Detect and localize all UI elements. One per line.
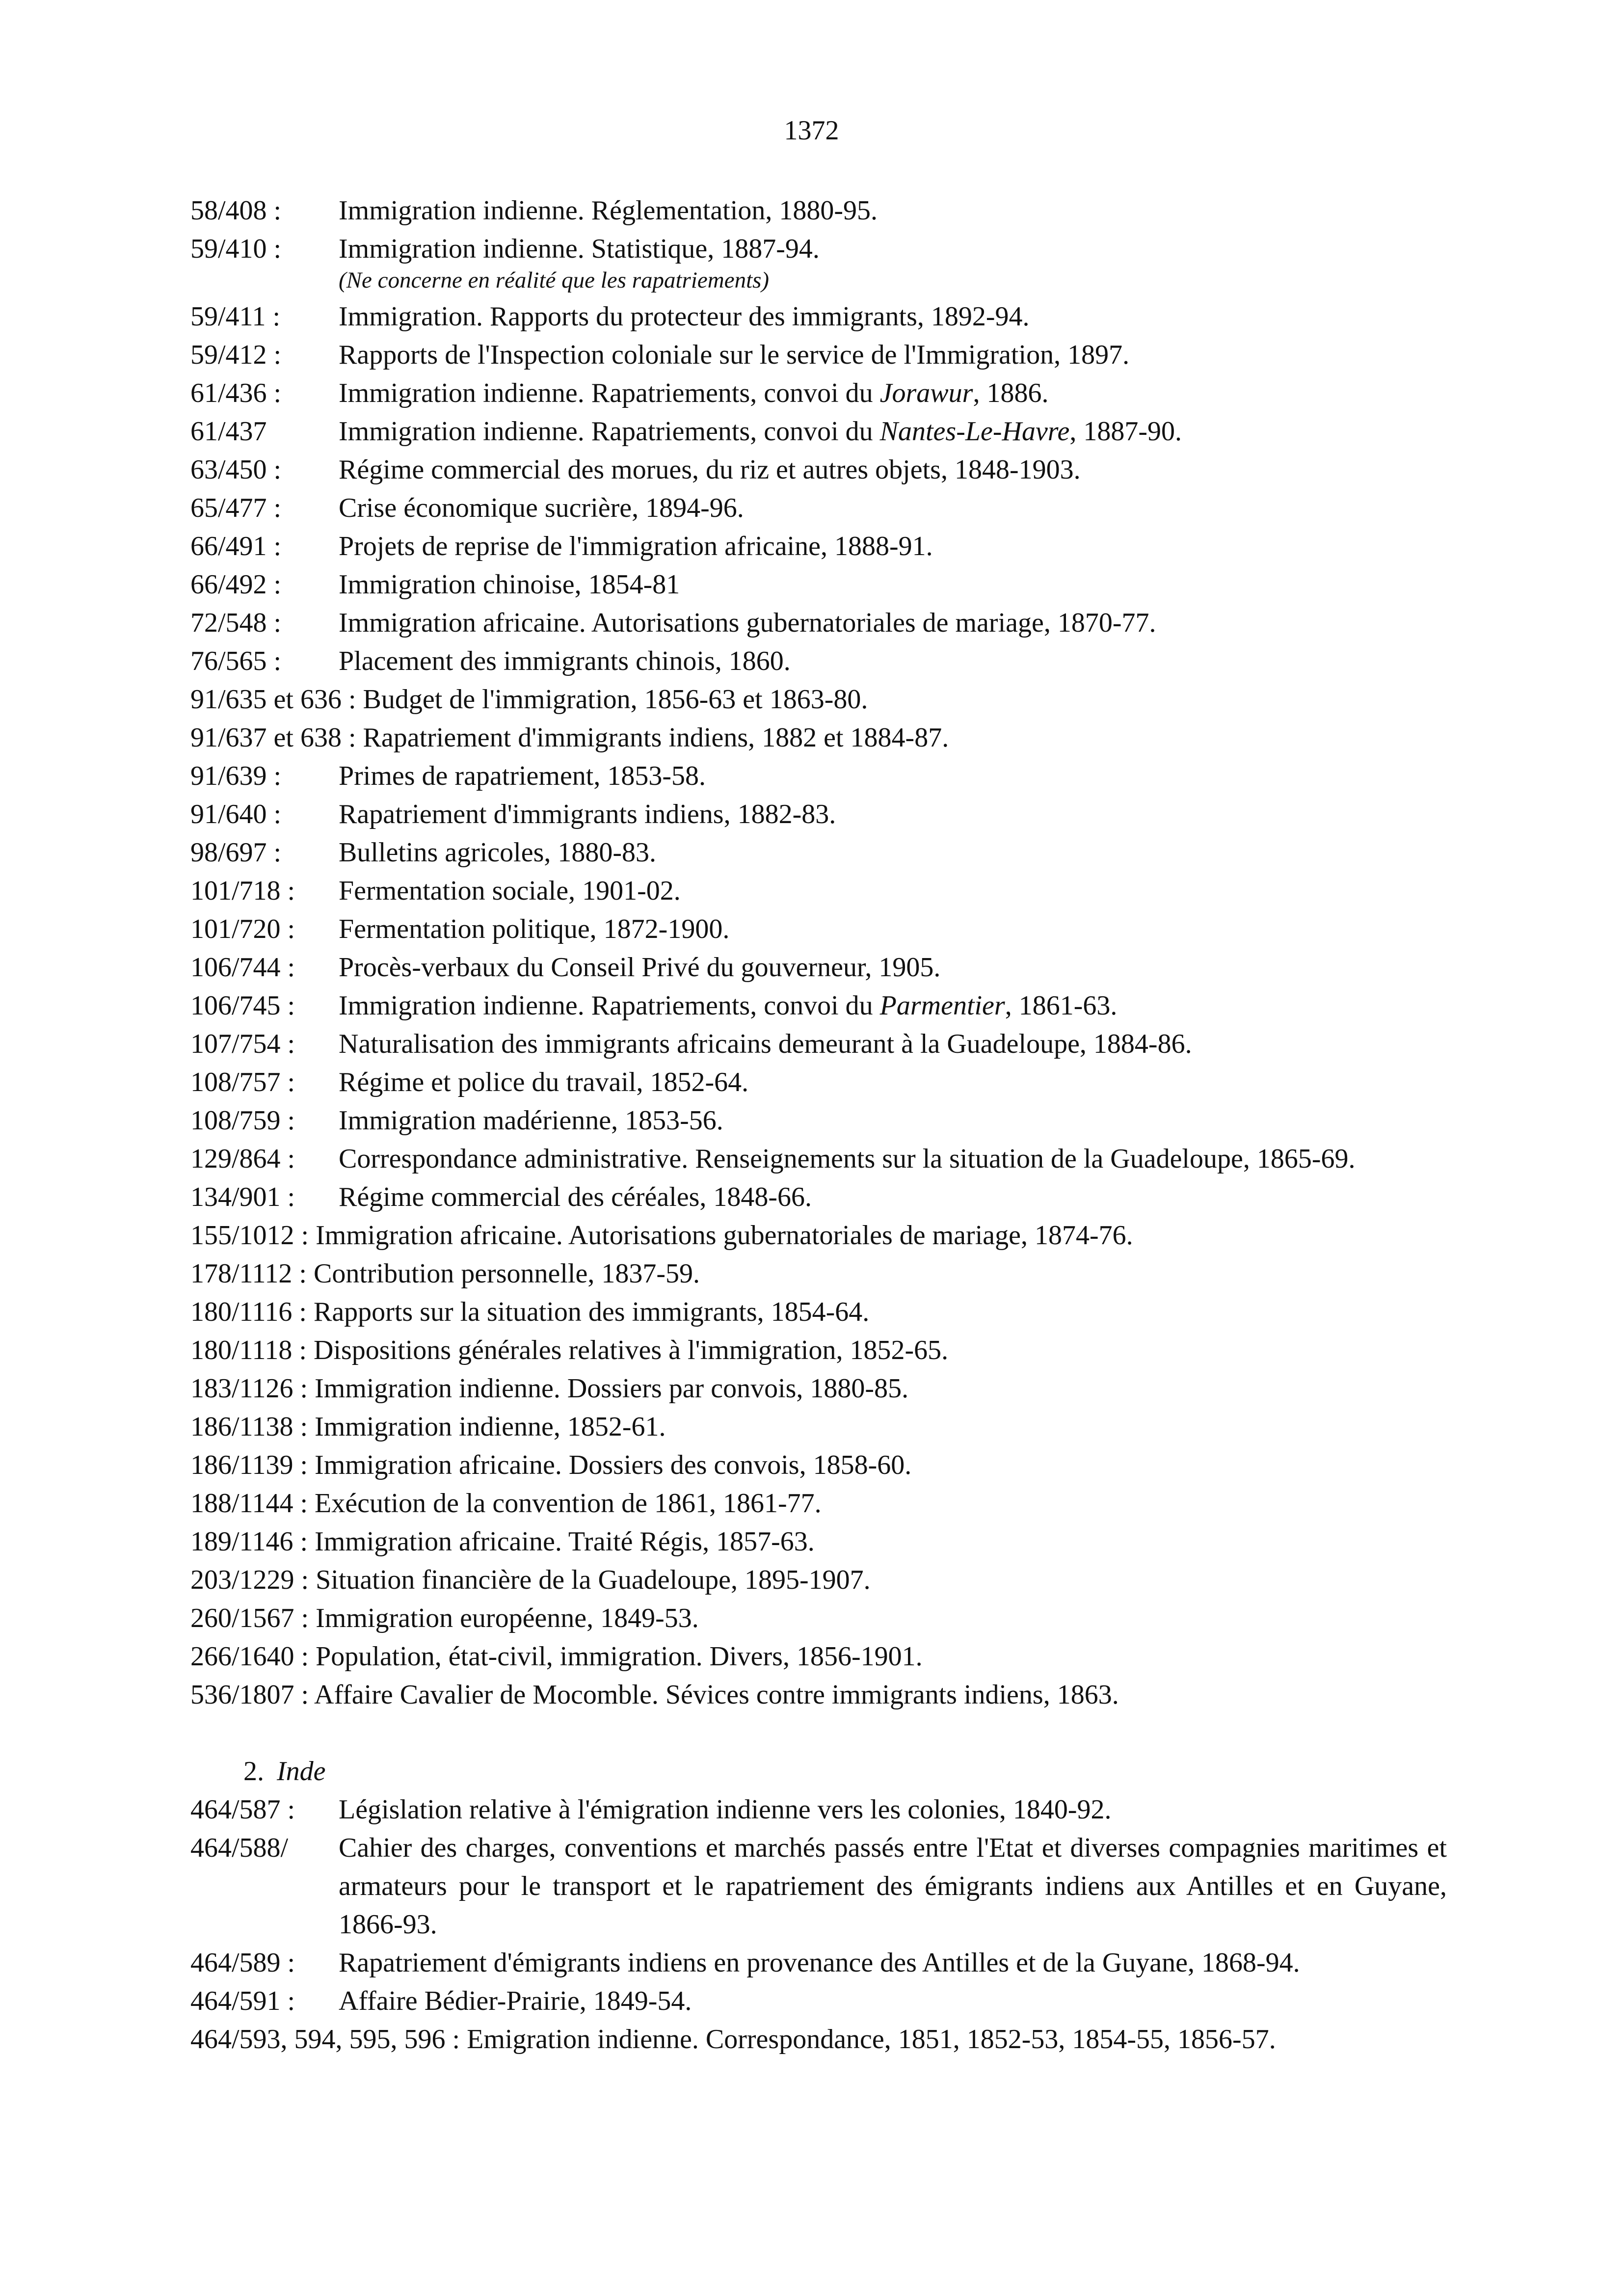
entry-reference-code: 464/591 : <box>190 1986 295 2016</box>
entry-description: Emigration indienne. Correspondance, 1851, 1852-53, 1854-55, 1856-57. <box>467 2024 1276 2055</box>
inventory-entry <box>190 297 1447 336</box>
entry-description: Immigration indienne. Dossiers par convois, 1880-85. <box>315 1373 909 1404</box>
entry-reference-code: 101/718 : <box>190 876 295 906</box>
entry-description: Crise économique sucrière, 1894-96. <box>339 493 744 523</box>
entry-description <box>339 374 1447 412</box>
entry-description: Immigration africaine. Dossiers des convois, 1858-60. <box>315 1450 912 1480</box>
entry-reference-code: 98/697 : <box>190 837 282 868</box>
inventory-entry <box>190 1408 1447 1446</box>
entry-description: Rapports de l'Inspection coloniale sur le service de l'Immigration, 1897. <box>339 340 1130 370</box>
inventory-entry <box>190 230 1447 268</box>
entry-description: Immigration indienne. Statistique, 1887-94. <box>339 234 820 264</box>
entry-description: Immigration madérienne, 1853-56. <box>339 1105 723 1136</box>
entry-reference-code: 178/1112 : <box>190 1258 307 1289</box>
entry-reference-code: 108/757 : <box>190 1067 295 1097</box>
entry-reference-code: 108/759 : <box>190 1105 295 1136</box>
entry-reference-code: 464/587 : <box>190 1794 295 1825</box>
inventory-entry <box>190 1101 1447 1140</box>
entry-description: Rapatriement d'immigrants indiens, 1882-83. <box>339 799 836 829</box>
inventory-entry <box>190 987 1447 1025</box>
entry-reference-code: 72/548 : <box>190 608 282 638</box>
inventory-entry <box>190 795 1447 833</box>
entry-description: Affaire Cavalier de Mocomble. Sévices contre immigrants indiens, 1863. <box>314 1680 1119 1710</box>
entry-description-date: , 1887-90. <box>1069 416 1182 447</box>
entry-description: Primes de rapatriement, 1853-58. <box>339 761 706 791</box>
inventory-entry <box>190 1790 1447 1829</box>
entry-description: Rapports sur la situation des immigrants, 1854-64. <box>313 1297 870 1327</box>
inventory-entry <box>190 1637 1447 1676</box>
entry-description: Correspondance administrative. Renseignements sur la situation de la Guadeloupe, 1865-69. <box>339 1144 1356 1174</box>
entry-description: Budget de l'immigration, 1856-63 et 1863-80. <box>363 684 868 715</box>
inventory-entry <box>190 872 1447 910</box>
entry-description: Immigration chinoise, 1854-81 <box>339 569 680 600</box>
entry-reference-code: 180/1118 : <box>190 1335 307 1365</box>
entry-description: Immigration indienne. Réglementation, 1880-95. <box>339 195 878 226</box>
entry-reference-code: 58/408 : <box>190 195 282 226</box>
entry-reference-code: 189/1146 : <box>190 1526 308 1557</box>
entry-note: (Ne concerne en réalité que les rapatriements) <box>339 267 770 293</box>
inventory-entry <box>190 191 1447 230</box>
entry-description-date: , 1861-63. <box>1005 990 1117 1021</box>
entry-list <box>190 191 1447 2058</box>
inventory-entry <box>190 2020 1447 2058</box>
entry-reference-code: 188/1144 : <box>190 1488 308 1519</box>
inventory-entry <box>190 680 1447 719</box>
entry-reference-code: 59/412 : <box>190 340 282 370</box>
entry-description: Législation relative à l'émigration indienne vers les colonies, 1840-92. <box>339 1794 1112 1825</box>
entry-description: Situation financière de la Guadeloupe, 1895-1907. <box>316 1565 871 1595</box>
entry-description: Cahier des charges, conventions et marchés passés entre l'Etat et diverses compagnies maritimes et armateurs pour le transport et le rapatriement des émigrants indiens aux Antilles et en Guyane, 1866-93. <box>339 1833 1447 1940</box>
entry-reference-code: 203/1229 : <box>190 1565 309 1595</box>
inventory-entry <box>190 1522 1447 1561</box>
section-heading <box>243 1752 1447 1790</box>
entry-reference-code: 155/1012 : <box>190 1220 309 1251</box>
inventory-entry <box>190 1255 1447 1293</box>
entry-reference-code: 59/411 : <box>190 301 281 332</box>
inventory-entry <box>190 1063 1447 1101</box>
entry-reference-code: 106/745 : <box>190 990 295 1021</box>
inventory-entry <box>190 1331 1447 1369</box>
inventory-entry <box>190 1829 1447 1944</box>
entry-reference-code: 59/410 : <box>190 234 282 264</box>
inventory-entry <box>190 1676 1447 1714</box>
entry-reference-code: 66/492 : <box>190 569 282 600</box>
entry-description: Immigration africaine. Autorisations gubernatoriales de mariage, 1870-77. <box>339 608 1156 638</box>
inventory-entry <box>190 412 1447 451</box>
inventory-entry <box>190 1178 1447 1216</box>
entry-description-text: Immigration indienne. Rapatriements, convoi du <box>339 416 880 447</box>
inventory-entry <box>190 1599 1447 1637</box>
entry-reference-code: 66/491 : <box>190 531 282 561</box>
entry-reference-code: 63/450 : <box>190 454 282 485</box>
inventory-entry <box>190 527 1447 565</box>
entry-reference-code: 183/1126 : <box>190 1373 308 1404</box>
entry-reference-code: 107/754 : <box>190 1029 295 1059</box>
entry-reference-code: 464/588/ <box>190 1833 289 1863</box>
page-number: 1372 <box>784 115 839 146</box>
entry-reference-code: 91/639 : <box>190 761 282 791</box>
entry-description: Immigration européenne, 1849-53. <box>316 1603 699 1633</box>
entry-reference-code: 76/565 : <box>190 646 282 676</box>
entry-description: Immigration africaine. Traité Régis, 1857-63. <box>315 1526 815 1557</box>
inventory-entry <box>190 374 1447 412</box>
inventory-entry <box>190 1446 1447 1484</box>
section-number: 2. <box>243 1756 264 1787</box>
entry-reference-code: 61/437 <box>190 416 267 447</box>
entry-reference-code: 536/1807 : <box>190 1680 309 1710</box>
entry-description: Population, état-civil, immigration. Divers, 1856-1901. <box>316 1641 923 1672</box>
entry-reference-code: 464/589 : <box>190 1948 295 1978</box>
section-title: Inde <box>277 1756 326 1787</box>
inventory-entry <box>190 1982 1447 2020</box>
entry-description-text: Immigration indienne. Rapatriements, convoi du <box>339 378 880 408</box>
entry-description-date: , 1886. <box>973 378 1049 408</box>
entry-reference-code: 134/901 : <box>190 1182 295 1212</box>
entry-reference-code: 91/640 : <box>190 799 282 829</box>
inventory-entry <box>190 1484 1447 1522</box>
inventory-entry <box>190 1293 1447 1331</box>
entry-description: Placement des immigrants chinois, 1860. <box>339 646 791 676</box>
entry-description: Immigration indienne, 1852-61. <box>315 1412 666 1442</box>
inventory-entry <box>190 1025 1447 1063</box>
entry-description: Immigration. Rapports du protecteur des immigrants, 1892-94. <box>339 301 1030 332</box>
inventory-entry <box>190 1369 1447 1408</box>
inventory-entry <box>190 1216 1447 1255</box>
entry-reference-code: 129/864 : <box>190 1144 295 1174</box>
entry-description: Régime et police du travail, 1852-64. <box>339 1067 749 1097</box>
entry-reference-code: 91/635 et 636 : <box>190 684 356 715</box>
entry-reference-code: 101/720 : <box>190 914 295 944</box>
entry-reference-code: 65/477 : <box>190 493 282 523</box>
inventory-entry <box>190 642 1447 680</box>
inventory-entry <box>190 451 1447 489</box>
inventory-entry <box>190 604 1447 642</box>
entry-reference-code: 91/637 et 638 : <box>190 722 356 753</box>
entry-reference-code: 260/1567 : <box>190 1603 309 1633</box>
entry-reference-code: 106/744 : <box>190 952 295 983</box>
entry-description <box>339 412 1447 451</box>
entry-description: Fermentation sociale, 1901-02. <box>339 876 681 906</box>
entry-description: Projets de reprise de l'immigration africaine, 1888-91. <box>339 531 933 561</box>
entry-description <box>339 987 1447 1025</box>
entry-description: Fermentation politique, 1872-1900. <box>339 914 730 944</box>
inventory-entry <box>190 719 1447 757</box>
inventory-entry <box>190 757 1447 795</box>
entry-description: Contribution personnelle, 1837-59. <box>313 1258 700 1289</box>
inventory-entry <box>190 1944 1447 1982</box>
entry-description: Dispositions générales relatives à l'immigration, 1852-65. <box>313 1335 949 1365</box>
entry-reference-code: 180/1116 : <box>190 1297 307 1327</box>
inventory-entry <box>190 833 1447 872</box>
entry-reference-code: 464/593, 594, 595, 596 : <box>190 2024 460 2055</box>
entry-reference-code: 186/1139 : <box>190 1450 308 1480</box>
inventory-entry <box>190 1140 1447 1178</box>
inventory-entry <box>190 336 1447 374</box>
entry-description: Naturalisation des immigrants africains demeurant à la Guadeloupe, 1884-86. <box>339 1029 1192 1059</box>
inventory-entry <box>190 1561 1447 1599</box>
inventory-entry <box>190 910 1447 948</box>
inventory-entry <box>190 489 1447 527</box>
inventory-entry <box>190 565 1447 604</box>
entry-description: Régime commercial des morues, du riz et autres objets, 1848-1903. <box>339 454 1081 485</box>
entry-reference-code: 266/1640 : <box>190 1641 309 1672</box>
entry-description: Rapatriement d'émigrants indiens en provenance des Antilles et de la Guyane, 1868-94. <box>339 1948 1300 1978</box>
entry-description: Rapatriement d'immigrants indiens, 1882 et 1884-87. <box>363 722 949 753</box>
entry-reference-code: 61/436 : <box>190 378 282 408</box>
ship-name: Nantes-Le-Havre <box>879 416 1070 447</box>
entry-description: Procès-verbaux du Conseil Privé du gouverneur, 1905. <box>339 952 941 983</box>
entry-description: Bulletins agricoles, 1880-83. <box>339 837 657 868</box>
entry-description: Immigration africaine. Autorisations gubernatoriales de mariage, 1874-76. <box>316 1220 1133 1251</box>
entry-description: Affaire Bédier-Prairie, 1849-54. <box>339 1986 692 2016</box>
inventory-entry <box>190 948 1447 987</box>
ship-name: Jorawur <box>879 378 973 408</box>
entry-description: Régime commercial des céréales, 1848-66. <box>339 1182 812 1212</box>
ship-name: Parmentier <box>879 990 1005 1021</box>
entry-description: Exécution de la convention de 1861, 1861-77. <box>315 1488 822 1519</box>
entry-description-text: Immigration indienne. Rapatriements, convoi du <box>339 990 880 1021</box>
entry-reference-code: 186/1138 : <box>190 1412 308 1442</box>
